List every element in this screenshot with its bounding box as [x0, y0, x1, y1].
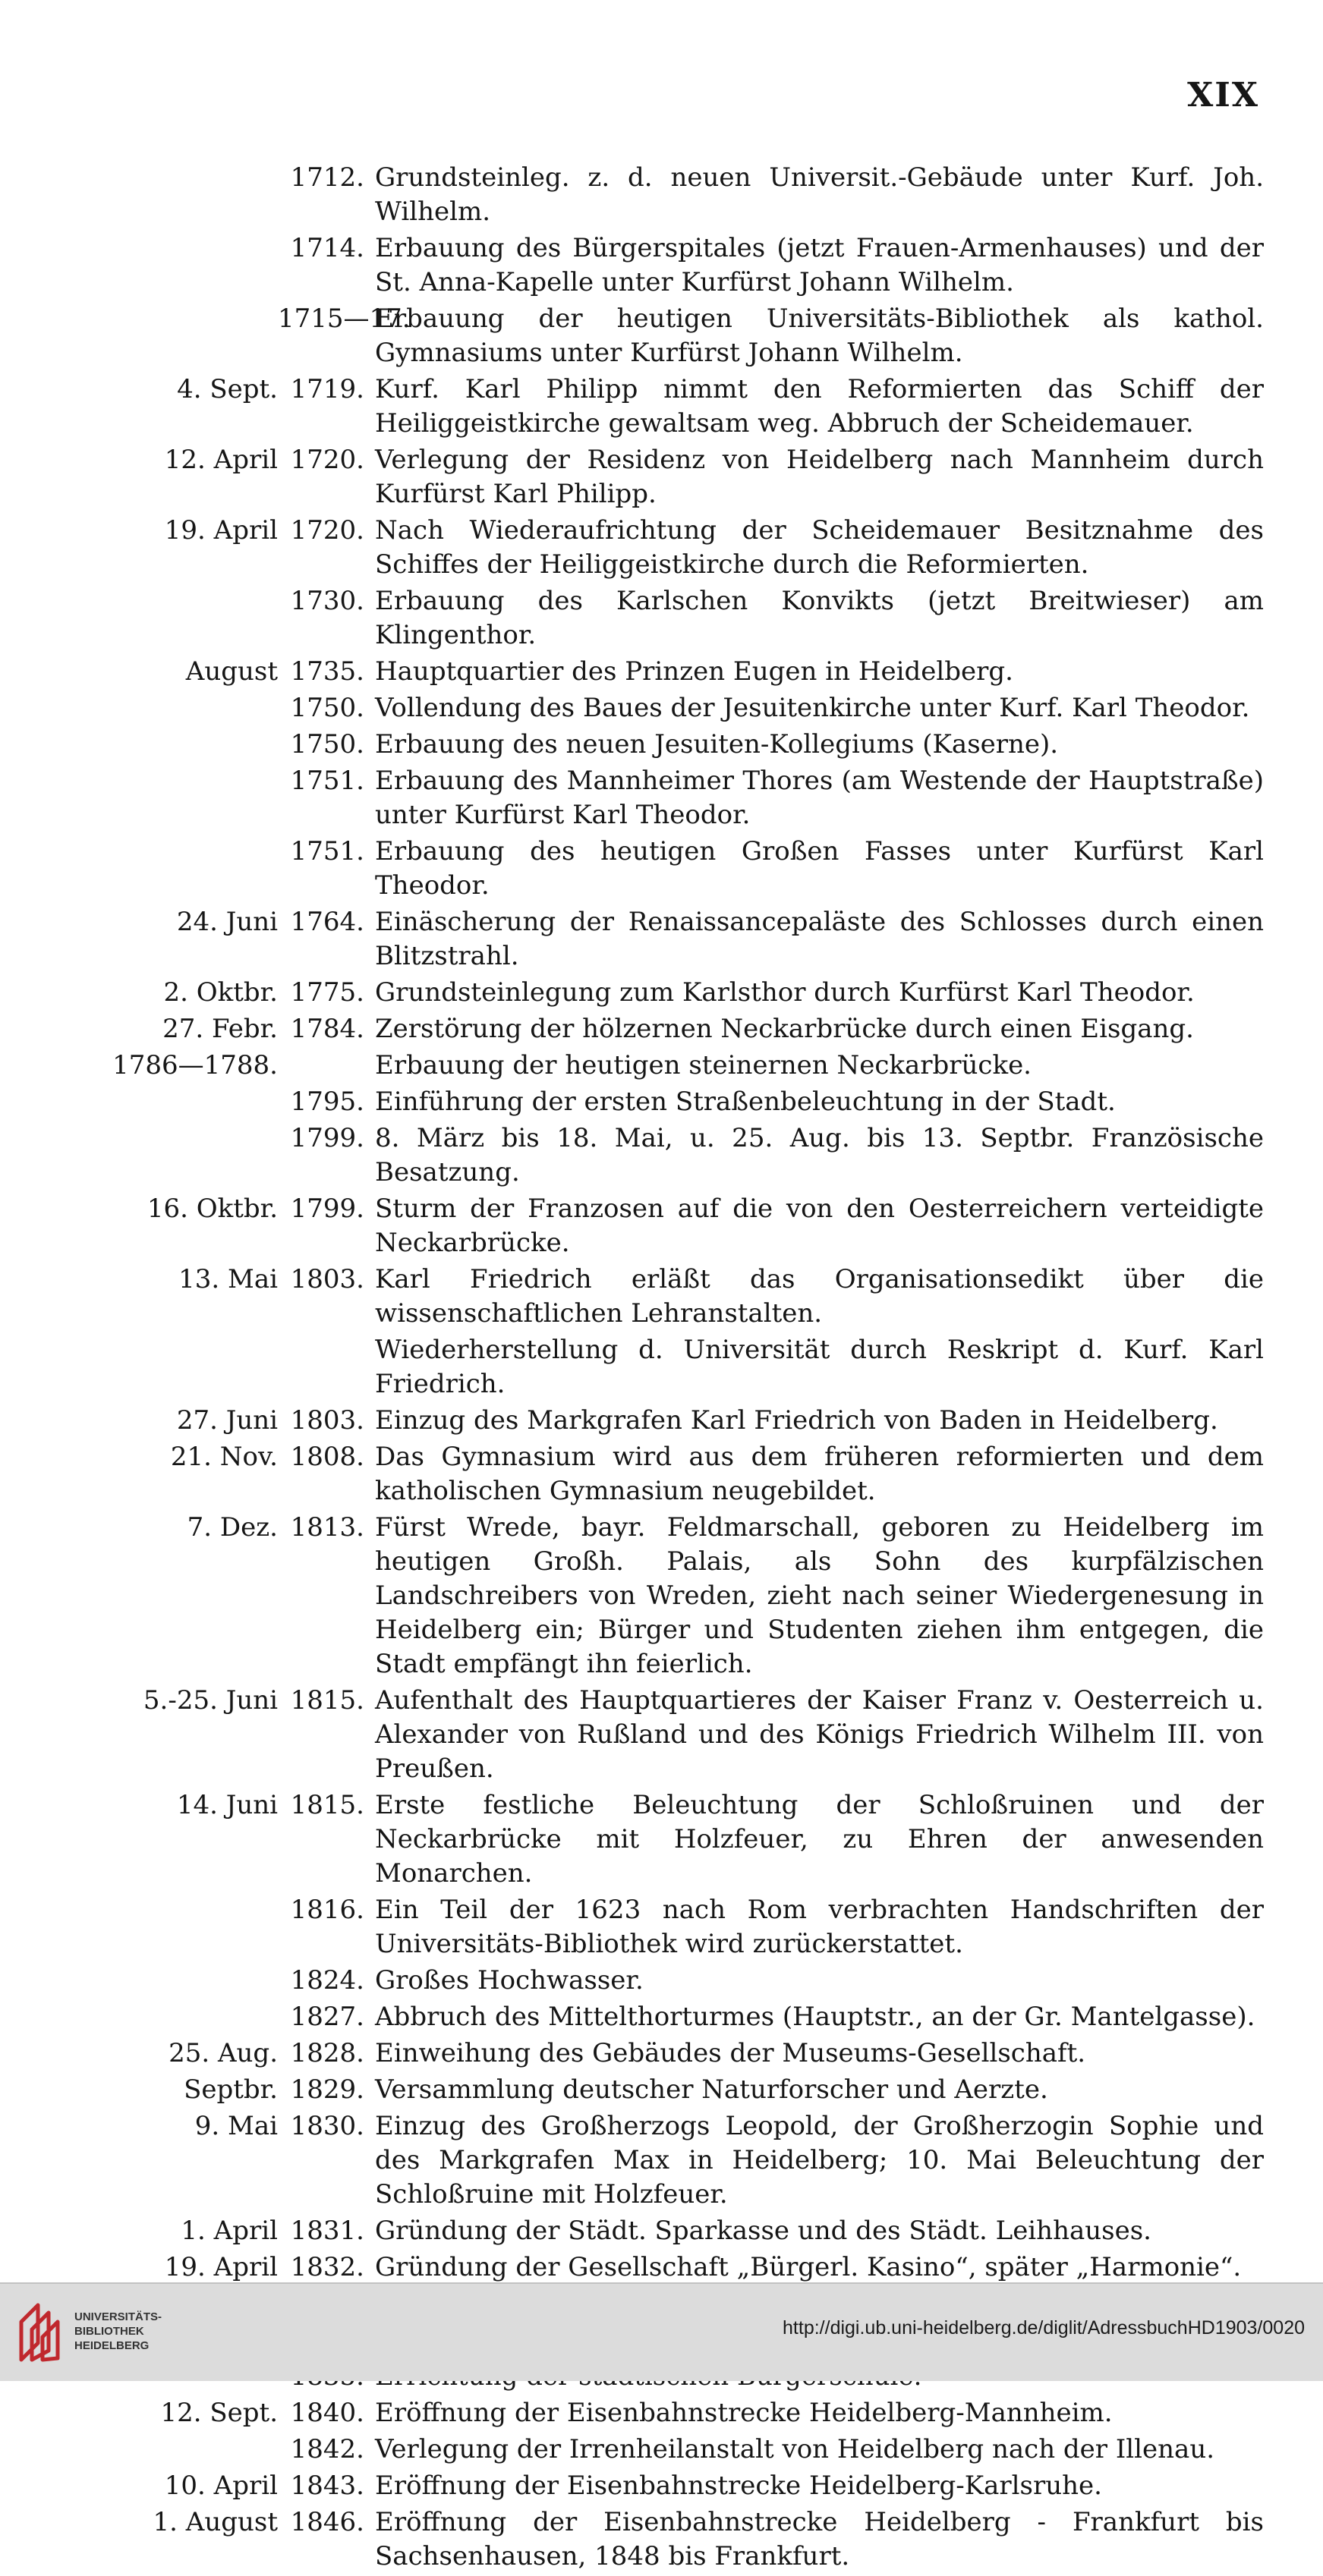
entry-year: 1714.	[290, 233, 364, 263]
entry-date: 10. April	[164, 2471, 278, 2501]
chronicle-entry	[30, 2250, 1264, 2285]
entry-text: Verlegung der Residenz von Heidelberg nach Mannheim durch Kurfürst Karl Philipp.	[375, 445, 1264, 509]
entry-text: Fürst Wrede, bayr. Feldmarschall, geboren zu Heidelberg im heutigen Großh. Palais, als Sohn des kurpfälzischen Landschreibers von Wreden, zieht nach seiner Wiedergenesung in Heidelberg ein; Bürger und Studenten ziehen ihm entgegen, die Stadt empfängt ihn feierlich.	[375, 1512, 1264, 1679]
chronicle-entry	[30, 691, 1264, 725]
footer-bar	[0, 2282, 1323, 2381]
entry-date: 1. August	[153, 2507, 278, 2537]
entry-year: 1808.	[290, 1442, 364, 1472]
entry-year: 1775.	[290, 977, 364, 1008]
entry-text: Nach Wiederaufrichtung der Scheidemauer Besitznahme des Schiffes der Heiliggeistkirche durch die Reformierten.	[375, 515, 1264, 580]
chronicle-entry	[30, 764, 1264, 832]
entry-text: Erbauung des neuen Jesuiten-Kollegiums (Kaserne).	[375, 729, 1059, 760]
entry-date: 16. Oktbr.	[146, 1194, 278, 1224]
chronicle-list	[30, 161, 1264, 2576]
chronicle-entry	[30, 2073, 1264, 2107]
entry-text: Grundsteinlegung zum Karlsthor durch Kurfürst Karl Theodor.	[375, 977, 1195, 1008]
chronicle-entry	[30, 161, 1264, 229]
entry-date: 9. Mai	[194, 2111, 278, 2141]
chronicle-entry	[30, 1788, 1264, 1891]
chronicle-entry	[30, 2109, 1264, 2212]
chronicle-entry	[30, 2433, 1264, 2467]
chronicle-entry	[30, 2469, 1264, 2503]
entry-text: Vollendung des Baues der Jesuitenkirche unter Kurf. Karl Theodor.	[375, 693, 1250, 723]
entry-year: 1846.	[290, 2507, 364, 2537]
entry-text: Zerstörung der hölzernen Neckarbrücke durch einen Eisgang.	[375, 1014, 1194, 1044]
entry-date: 7. Dez.	[187, 1512, 278, 1543]
entry-year: 1813.	[290, 1512, 364, 1543]
chronicle-entry	[30, 1333, 1264, 1401]
entry-date: 19. April	[164, 515, 278, 546]
entry-date: Septbr.	[184, 2074, 278, 2105]
chronicle-entry	[30, 1893, 1264, 1961]
chronicle-entry	[30, 584, 1264, 653]
entry-date: 2. Oktbr.	[163, 977, 278, 1008]
entry-text: Eröffnung der Eisenbahnstrecke Heidelberg - Frankfurt bis Sachsenhausen, 1848 bis Frankfurt.	[375, 2507, 1264, 2571]
entry-date: 14. Juni	[176, 1790, 278, 1820]
entry-year: 1816.	[290, 1895, 364, 1925]
entry-year: 1795.	[290, 1087, 364, 1117]
entry-text: Einzug des Markgrafen Karl Friedrich von Baden in Heidelberg.	[375, 1405, 1218, 1436]
entry-date: 13. Mai	[178, 1264, 278, 1294]
logo-line-2: BIBLIOTHEK	[74, 2325, 144, 2338]
entry-date: 19. April	[164, 2252, 278, 2282]
chronicle-entry	[30, 1511, 1264, 1681]
entry-text: Gründung der Gesellschaft „Bürgerl. Kasino“, später „Harmonie“.	[375, 2252, 1242, 2282]
entry-year: 1840.	[290, 2398, 364, 2428]
entry-text: Verlegung der Irrenheilanstalt von Heidelberg nach der Illenau.	[375, 2434, 1215, 2464]
entry-text: Erste festliche Beleuchtung der Schloßruinen und der Neckarbrücke mit Holzfeuer, zu Ehren der anwesenden Monarchen.	[375, 1790, 1264, 1889]
entry-text: Karl Friedrich erläßt das Organisationsedikt über die wissenschaftlichen Lehranstalten.	[375, 1264, 1264, 1329]
chronicle-entry	[30, 655, 1264, 689]
chronicle-entry	[30, 302, 1264, 370]
entry-text: Versammlung deutscher Naturforscher und Aerzte.	[375, 2074, 1048, 2105]
entry-year: 1824.	[290, 1965, 364, 1996]
entry-text: Wiederherstellung d. Universität durch Reskript d. Kurf. Karl Friedrich.	[375, 1335, 1264, 1399]
entry-year: 1830.	[290, 2111, 364, 2141]
entry-text: Einäscherung der Renaissancepaläste des Schlosses durch einen Blitzstrahl.	[375, 907, 1264, 971]
entry-date: August	[185, 656, 278, 687]
chronicle-entry	[30, 2000, 1264, 2034]
entry-date: 27. Febr.	[162, 1014, 278, 1044]
entry-text: Das Gymnasium wird aus dem früheren reformierten und dem katholischen Gymnasium neugebildet.	[375, 1442, 1264, 1506]
entry-date: 21. Nov.	[170, 1442, 278, 1472]
entry-year: 1829.	[290, 2074, 364, 2105]
chronicle-entry	[30, 728, 1264, 762]
entry-year: 1803.	[290, 1405, 364, 1436]
entry-date: 24. Juni	[176, 907, 278, 937]
entry-text: Großes Hochwasser.	[375, 1965, 644, 1996]
entry-year: 1750.	[290, 693, 364, 723]
entry-date: 12. April	[164, 445, 278, 475]
chronicle-entry	[30, 1049, 1264, 1083]
chronicle-entry	[30, 835, 1264, 903]
entry-year: 1730.	[290, 586, 364, 616]
entry-text: Erbauung der heutigen Universitäts-Bibliothek als kathol. Gymnasiums unter Kurfürst Johann Wilhelm.	[375, 304, 1264, 368]
entry-text: Eröffnung der Eisenbahnstrecke Heidelberg-Mannheim.	[375, 2398, 1113, 2428]
entry-text: Eröffnung der Eisenbahnstrecke Heidelberg-Karlsruhe.	[375, 2471, 1102, 2501]
entry-text: Erbauung der heutigen steinernen Neckarbrücke.	[375, 1050, 1032, 1080]
chronicle-entry	[30, 2396, 1264, 2430]
entry-year: 1831.	[290, 2216, 364, 2246]
chronicle-entry	[30, 1684, 1264, 1786]
entry-text: Abbruch des Mittelthorturmes (Hauptstr., an der Gr. Mantelgasse).	[375, 2002, 1255, 2032]
entry-date: 1. April	[181, 2216, 278, 2246]
logo-line-1: UNIVERSITÄTS-	[74, 2310, 162, 2323]
entry-text: Einführung der ersten Straßenbeleuchtung in der Stadt.	[375, 1087, 1116, 1117]
entry-year: 1750.	[290, 729, 364, 760]
entry-year: 1828.	[290, 2038, 364, 2068]
entry-year: 1842.	[290, 2434, 364, 2464]
entry-date: 27. Juni	[176, 1405, 278, 1436]
library-logo-text	[74, 2310, 162, 2353]
entry-text: Aufenthalt des Hauptquartieres der Kaiser Franz v. Oesterreich u. Alexander von Rußland und des Königs Friedrich Wilhelm III. von Preußen.	[375, 1685, 1264, 1784]
chronicle-entry	[30, 443, 1264, 511]
entry-date: 12. Sept.	[160, 2398, 278, 2428]
entry-year: 1799.	[290, 1123, 364, 1153]
entry-year: 1843.	[290, 2471, 364, 2501]
entry-text: Gründung der Städt. Sparkasse und des Städt. Leihhauses.	[375, 2216, 1151, 2246]
entry-text: Ein Teil der 1623 nach Rom verbrachten Handschriften der Universitäts-Bibliothek wird zurückerstattet.	[375, 1895, 1264, 1959]
entry-text: Grundsteinleg. z. d. neuen Universit.-Gebäude unter Kurf. Joh. Wilhelm.	[375, 162, 1264, 227]
chronicle-entry	[30, 1192, 1264, 1260]
chronicle-entry	[30, 1440, 1264, 1508]
entry-year: 1815.	[290, 1790, 364, 1820]
entry-year: 1827.	[290, 2002, 364, 2032]
entry-text: Sturm der Franzosen auf die von den Oesterreichern verteidigte Neckarbrücke.	[375, 1194, 1264, 1258]
chronicle-entry	[30, 2214, 1264, 2248]
chronicle-entry	[30, 1404, 1264, 1438]
entry-year: 1715—17.	[278, 304, 411, 334]
source-url-link[interactable]: http://digi.ub.uni-heidelberg.de/diglit/AdressbuchHD1903/0020	[783, 2317, 1305, 2339]
entry-year: 1751.	[290, 766, 364, 796]
entry-date: 25. Aug.	[169, 2038, 278, 2068]
chronicle-entry	[30, 1121, 1264, 1190]
entry-text: Kurf. Karl Philipp nimmt den Reformierten das Schiff der Heiliggeistkirche gewaltsam weg. Abbruch der Scheidemauer.	[375, 374, 1264, 439]
chronicle-entry	[30, 1964, 1264, 1998]
chronicle-entry	[30, 1012, 1264, 1046]
entry-year: 1720.	[290, 515, 364, 546]
entry-text: Erbauung des Mannheimer Thores (am Westende der Hauptstraße) unter Kurfürst Karl Theodor.	[375, 766, 1264, 830]
chronicle-entry	[30, 2037, 1264, 2071]
chronicle-entry	[30, 1263, 1264, 1331]
entry-text: Einweihung des Gebäudes der Museums-Gesellschaft.	[375, 2038, 1086, 2068]
entry-text: Erbauung des heutigen Großen Fasses unter Kurfürst Karl Theodor.	[375, 836, 1264, 901]
entry-text: Erbauung des Bürgerspitales (jetzt Frauen-Armenhauses) und der St. Anna-Kapelle unter Kurfürst Johann Wilhelm.	[375, 233, 1264, 297]
chronicle-entry	[30, 2505, 1264, 2574]
chronicle-entry	[30, 1085, 1264, 1119]
entry-date: 4. Sept.	[177, 374, 278, 404]
entry-year: 1815.	[290, 1685, 364, 1716]
entry-text: Einzug des Großherzogs Leopold, der Großherzogin Sophie und des Markgrafen Max in Heidelberg; 10. Mai Beleuchtung der Schloßruine mit Holzfeuer.	[375, 2111, 1264, 2210]
entry-year: 1735.	[290, 656, 364, 687]
chronicle-entry	[30, 231, 1264, 300]
entry-year: 1751.	[290, 836, 364, 867]
chronicle-entry	[30, 373, 1264, 441]
page-number: XIX	[1187, 76, 1259, 115]
entry-year: 1712.	[290, 162, 364, 193]
logo-line-3: HEIDELBERG	[74, 2339, 150, 2352]
entry-year: 1764.	[290, 907, 364, 937]
entry-year: 1803.	[290, 1264, 364, 1294]
university-library-logo-icon	[15, 2299, 62, 2366]
chronicle-entry	[30, 976, 1264, 1010]
entry-year: 1799.	[290, 1194, 364, 1224]
chronicle-entry	[30, 514, 1264, 582]
entry-date: 1786—1788.	[112, 1050, 278, 1080]
entry-date: 5.-25. Juni	[143, 1685, 278, 1716]
entry-year: 1832.	[290, 2252, 364, 2282]
entry-text: Erbauung des Karlschen Konvikts (jetzt Breitwieser) am Klingenthor.	[375, 586, 1264, 650]
chronicle-entry	[30, 905, 1264, 973]
entry-year: 1719.	[290, 374, 364, 404]
entry-text: Hauptquartier des Prinzen Eugen in Heidelberg.	[375, 656, 1013, 687]
entry-year: 1720.	[290, 445, 364, 475]
entry-text: 8. März bis 18. Mai, u. 25. Aug. bis 13. Septbr. Französische Besatzung.	[375, 1123, 1264, 1187]
entry-year: 1784.	[290, 1014, 364, 1044]
